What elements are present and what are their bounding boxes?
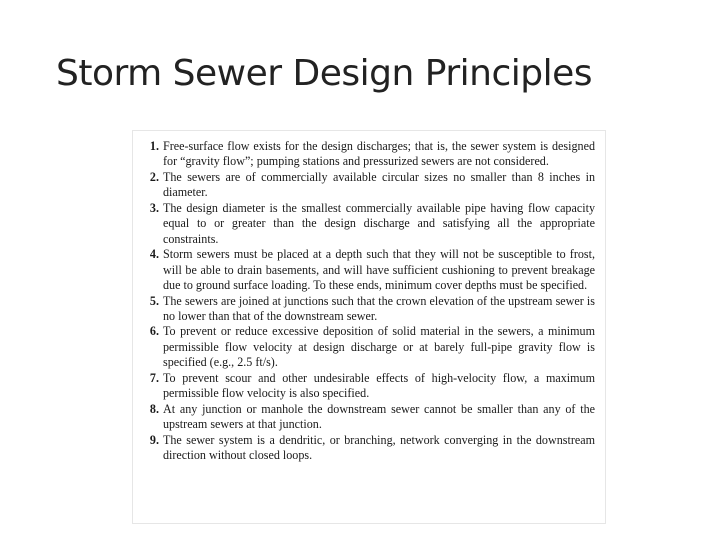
- principle-text: To prevent scour and other undesirable effects of high-velocity flow, a maximum permissible flow velocity is also specified.: [163, 370, 595, 401]
- principle-item: [141, 433, 595, 464]
- principle-number: 9.: [149, 432, 159, 447]
- principle-item: [141, 139, 595, 170]
- principle-number: 6.: [149, 324, 159, 339]
- principle-text: To prevent or reduce excessive deposition of solid material in the sewers, a minimum permissible flow velocity at design discharge or at barely full-pipe gravity flow is specified (e.g., 2.5 ft/s).: [163, 324, 595, 370]
- principle-text: Free-surface flow exists for the design discharges; that is, the sewer system is designed for “gravity flow”; pumping stations and pressurized sewers are not considered.: [163, 139, 595, 169]
- principle-text: The design diameter is the smallest commercially available pipe having flow capacity equal to or greater than the design discharge and satisfying all the appropriate constraints.: [163, 200, 595, 246]
- principle-number: 4.: [149, 247, 159, 262]
- principle-item: [141, 247, 595, 293]
- principle-item: [141, 402, 595, 433]
- principle-item: [141, 371, 595, 402]
- principle-item: [141, 170, 595, 201]
- principle-number: 3.: [149, 200, 159, 215]
- principle-text: At any junction or manhole the downstream sewer cannot be smaller than any of the upstream sewers at that junction.: [163, 401, 595, 432]
- principle-text: Storm sewers must be placed at a depth such that they will not be susceptible to frost, will be able to drain basements, and will have sufficient cushioning to prevent breakage due to ground surface loading. To these ends, minimum cover depths must be specified.: [163, 247, 595, 293]
- principle-number: 1.: [149, 139, 159, 153]
- principle-number: 8.: [149, 401, 159, 416]
- principle-text: The sewer system is a dendritic, or branching, network converging in the downstream direction without closed loops.: [163, 432, 595, 463]
- principle-item: [141, 201, 595, 247]
- principle-number: 2.: [149, 169, 159, 184]
- principle-item: [141, 294, 595, 325]
- principle-text: The sewers are joined at junctions such that the crown elevation of the upstream sewer is no lower than that of the downstream sewer.: [163, 293, 595, 323]
- principle-number: 7.: [149, 370, 159, 385]
- principles-figure: [132, 130, 606, 524]
- principle-text: The sewers are of commercially available circular sizes no smaller than 8 inches in diameter.: [163, 169, 595, 200]
- principle-number: 5.: [149, 293, 159, 308]
- principle-item: [141, 324, 595, 370]
- principles-list: [141, 139, 595, 464]
- slide-title: Storm Sewer Design Principles: [56, 53, 592, 94]
